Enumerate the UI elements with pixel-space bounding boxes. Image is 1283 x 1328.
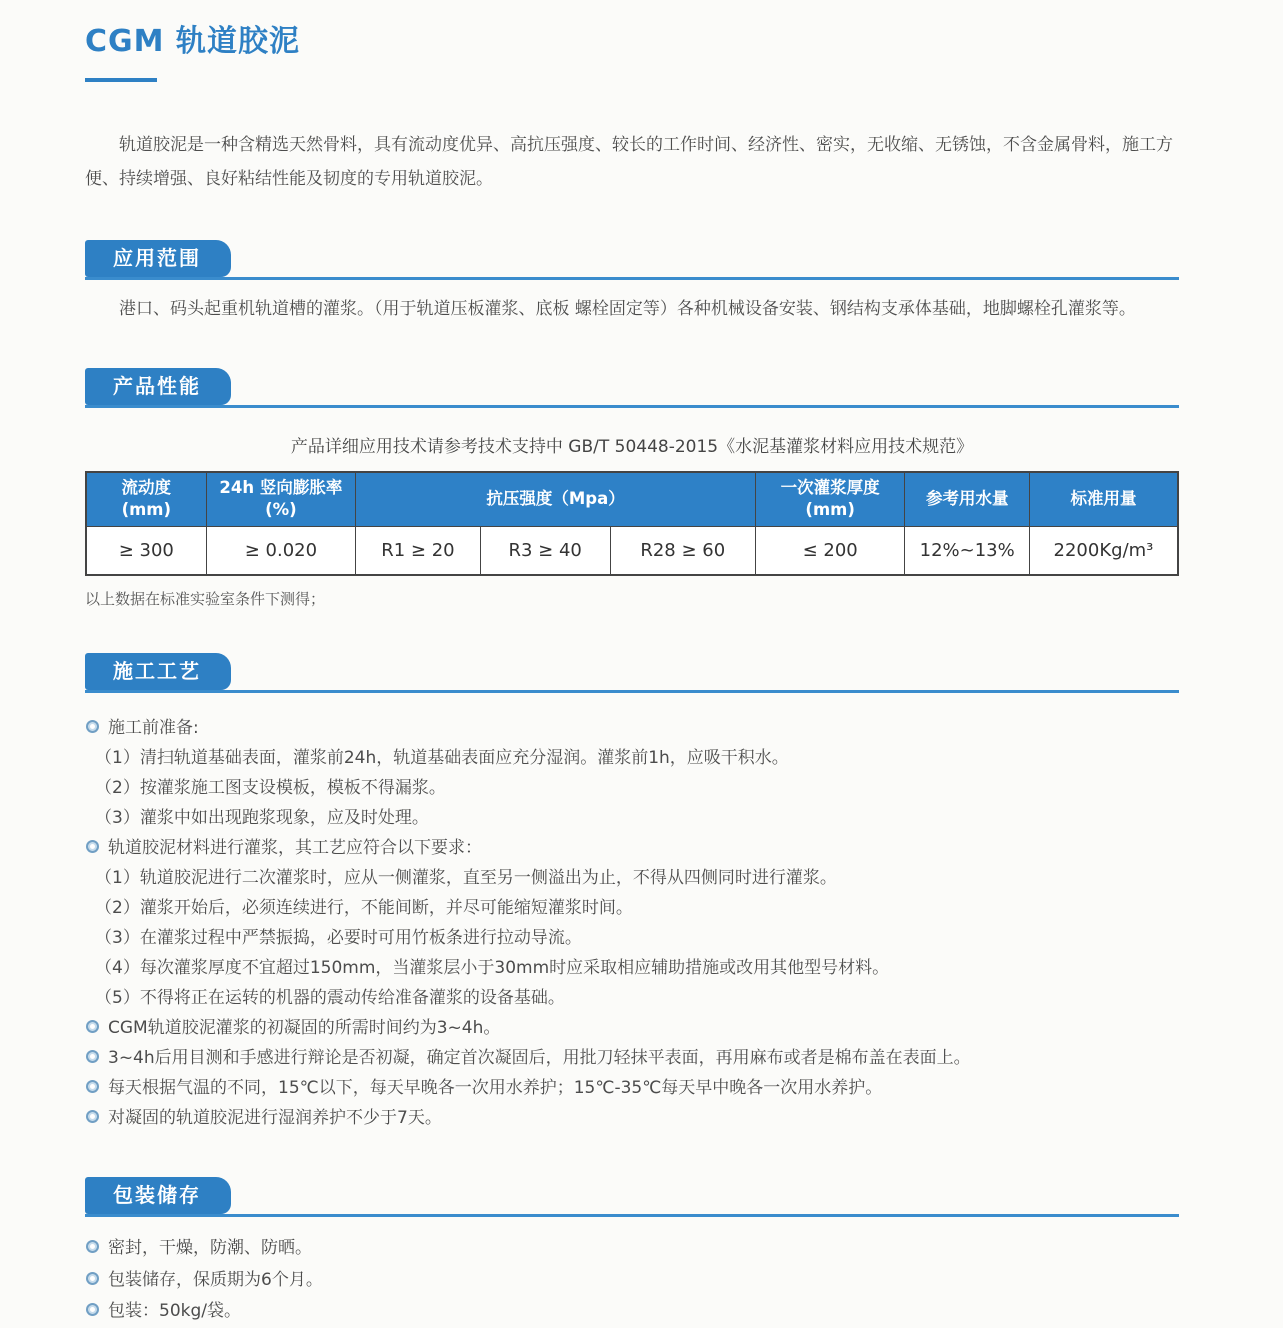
application-body: 港口、码头起重机轨道槽的灌浆。（用于轨道压板灌浆、底板 螺栓固定等）各种机械设备安装、钢结构支承体基础，地脚螺栓孔灌浆等。: [119, 299, 1136, 319]
list-item-text: 密封，干燥，防潮、防晒。: [108, 1238, 312, 1259]
list-item-text: （1）清扫轨道基础表面，灌浆前24h，轨道基础表面应充分湿润。灌浆前1h，应吸干积水。: [95, 748, 789, 769]
col-header-flow: 流动度 (mm): [86, 472, 206, 526]
list-item: [85, 743, 1179, 773]
list-item: [85, 1043, 1179, 1073]
table-header-row: [86, 472, 1178, 526]
list-item-text: （2）按灌浆施工图支设模板，模板不得漏浆。: [95, 778, 446, 799]
ring-bullet-icon: [88, 722, 97, 731]
list-item-text: 包装储存，保质期为6个月。: [108, 1269, 323, 1290]
list-item-text: 3~4h后用目测和手感进行辩论是否初凝，确定首次凝固后，用批刀轻抹平表面，再用麻布或者是棉布盖在表面上。: [108, 1048, 971, 1069]
list-item: [85, 1073, 1179, 1103]
list-item-text: CGM轨道胶泥灌浆的初凝固的所需时间约为3~4h。: [108, 1018, 501, 1039]
col-header-expansion: 24h 竖向膨胀率 (%): [206, 472, 356, 526]
list-item-text: （5）不得将正在运转的机器的震动传给准备灌浆的设备基础。: [95, 988, 565, 1009]
lab-conditions-note: 以上数据在标准实验室条件下测得；: [85, 590, 326, 609]
section-header-construction: [85, 653, 1179, 693]
construction-item-list: [85, 713, 1179, 1133]
ring-bullet-icon: [88, 1112, 97, 1121]
section-tab-performance: 产品性能: [85, 368, 231, 405]
col-header-dosage: 标准用量: [1029, 472, 1178, 526]
list-item-text: （3）在灌浆过程中严禁振捣，必要时可用竹板条进行拉动导流。: [95, 928, 582, 949]
performance-spec-table: [85, 471, 1179, 576]
ring-bullet-icon: [88, 1022, 97, 1031]
value-water: 12%~13%: [905, 526, 1029, 575]
list-item-text: （2）灌浆开始后，必须连续进行，不能间断，并尽可能缩短灌浆时间。: [95, 898, 633, 919]
ring-bullet-icon: [88, 842, 97, 851]
list-item: [85, 923, 1179, 953]
value-flow: ≥ 300: [86, 526, 206, 575]
value-thickness: ≤ 200: [755, 526, 905, 575]
value-r1: R1 ≥ 20: [356, 526, 480, 575]
section-tab-packaging: 包装储存: [85, 1177, 231, 1214]
list-item: [85, 1103, 1179, 1133]
ring-bullet-icon: [88, 1274, 97, 1283]
col-header-thickness: 一次灌浆厚度 (mm): [755, 472, 905, 526]
list-item: [85, 1013, 1179, 1043]
list-item: [85, 803, 1179, 833]
list-item: [85, 1233, 1179, 1265]
ring-bullet-icon: [88, 1305, 97, 1314]
ring-bullet-icon: [88, 1082, 97, 1091]
list-item-text: 每天根据气温的不同，15℃以下，每天早晚各一次用水养护；15℃-35℃每天早中晚各一次用水养护。: [108, 1078, 883, 1099]
ring-bullet-icon: [88, 1242, 97, 1251]
list-item-text: 对凝固的轨道胶泥进行湿润养护不少于7天。: [108, 1108, 442, 1129]
intro-paragraph: 轨道胶泥是一种含精选天然骨料，具有流动度优异、高抗压强度、较长的工作时间、经济性、密实，无收缩、无锈蚀，不含金属骨料，施工方便、持续增强、良好粘结性能及韧度的专用轨道胶泥。: [85, 135, 1173, 189]
section-header-packaging: [85, 1177, 1179, 1217]
value-r3: R3 ≥ 40: [480, 526, 610, 575]
list-item-text: （1）轨道胶泥进行二次灌浆时，应从一侧灌浆，直至另一侧溢出为止，不得从四侧同时进行灌浆。: [95, 868, 837, 889]
section-header-performance: [85, 368, 1179, 408]
list-item-text: 轨道胶泥材料进行灌浆，其工艺应符合以下要求：: [108, 838, 482, 859]
section-header-application: [85, 240, 1179, 280]
section-tab-construction: 施工工艺: [85, 653, 231, 690]
value-r28: R28 ≥ 60: [610, 526, 755, 575]
section-tab-application: 应用范围: [85, 240, 231, 277]
title-underline-dash: [85, 78, 157, 82]
table-value-row: [86, 526, 1178, 575]
list-item: [85, 983, 1179, 1013]
page-title: CGM 轨道胶泥: [85, 24, 300, 59]
packaging-item-list: [85, 1233, 1179, 1328]
list-item-text: 包装：50kg/袋。: [108, 1301, 241, 1322]
value-dosage: 2200Kg/m³: [1029, 526, 1178, 575]
list-item: [85, 863, 1179, 893]
list-item: [85, 953, 1179, 983]
col-header-water: 参考用水量: [905, 472, 1029, 526]
list-item: [85, 893, 1179, 923]
value-expansion: ≥ 0.020: [206, 526, 356, 575]
list-item: [85, 1265, 1179, 1297]
list-item: [85, 773, 1179, 803]
list-item: [85, 1296, 1179, 1328]
list-item-text: （4）每次灌浆厚度不宜超过150mm，当灌浆层小于30mm时应采取相应辅助措施或改用其他型号材料。: [95, 958, 890, 979]
ring-bullet-icon: [88, 1052, 97, 1061]
col-header-strength-group: 抗压强度（Mpa）: [356, 472, 756, 526]
list-item-text: （3）灌浆中如出现跑浆现象，应及时处理。: [95, 808, 429, 829]
list-item-text: 施工前准备:: [108, 718, 199, 739]
list-item: [85, 833, 1179, 863]
list-item: [85, 713, 1179, 743]
performance-reference-note: 产品详细应用技术请参考技术支持中 GB/T 50448-2015《水泥基灌浆材料应用技术规范》: [290, 437, 974, 457]
